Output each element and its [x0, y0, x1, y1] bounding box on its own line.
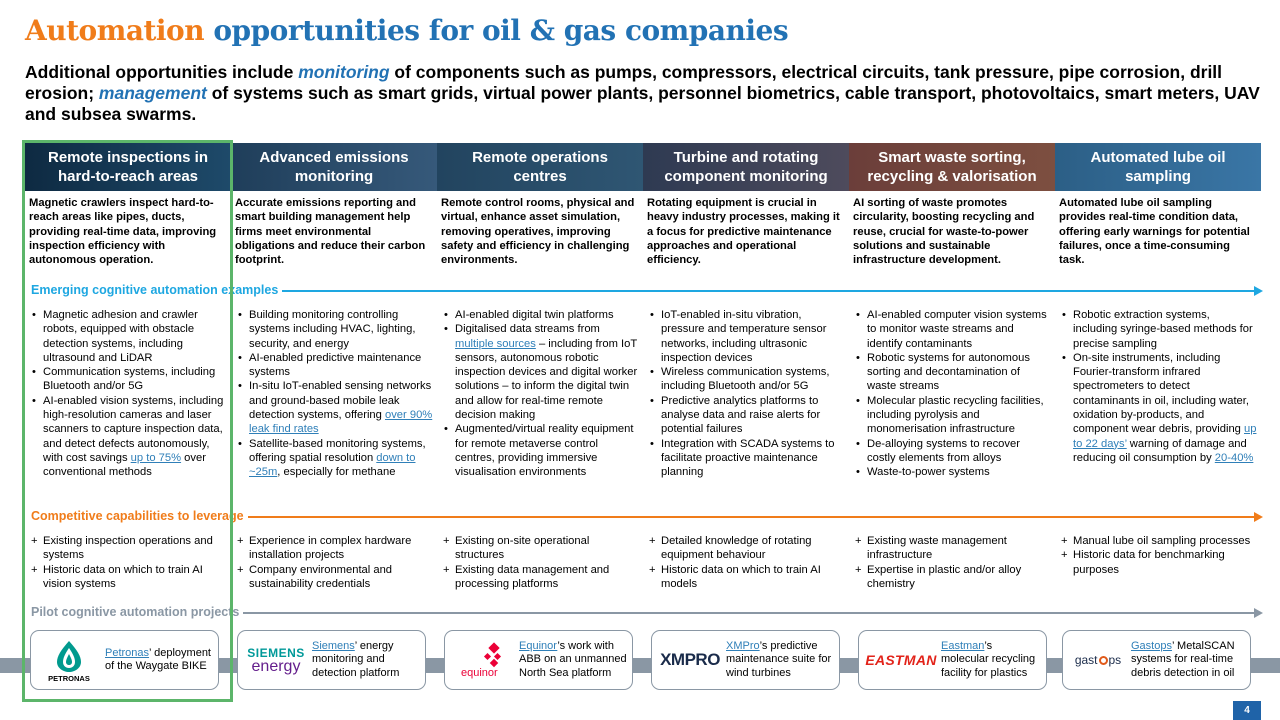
list-item: + Historic data on which to train AI vision systems: [29, 563, 227, 592]
list-item: + Existing waste management infrastructure: [853, 534, 1051, 563]
column-header-remote-inspections: Remote inspections in hard-to-reach areas: [25, 143, 231, 191]
page-number: 4: [1233, 701, 1261, 720]
competitive-column: [643, 534, 849, 591]
list-item: • Robotic systems for autonomous sorting and decontamination of waste streams: [853, 351, 1051, 394]
page-title: Automation opportunities for oil & gas companies: [25, 14, 789, 47]
column-header-turbine-monitoring: Turbine and rotating component monitoring: [643, 143, 849, 191]
pilot-card-text: Equinor’s work with ABB on an unmanned North Sea platform: [519, 639, 627, 679]
pilot-link-gastops[interactable]: Gastops: [1131, 639, 1172, 652]
list-item: • AI-enabled digital twin platforms: [441, 308, 639, 322]
pilot-card-text: Gastops’ MetalSCAN systems for real-time debris detection in oil: [1131, 639, 1235, 679]
svg-text:PETRONAS: PETRONAS: [48, 674, 90, 682]
pilot-link-siemens[interactable]: Siemens: [312, 639, 355, 652]
list-item: • Waste-to-power systems: [853, 465, 1051, 479]
list-item: + Company environmental and sustainability credentials: [235, 563, 433, 592]
pilot-cards: [30, 630, 1280, 690]
column-description: Remote control rooms, physical and virtual, enhance asset simulation, removing operatives, improving safety and efficiency in challenging environments.: [441, 197, 635, 267]
list-item: • AI-enabled predictive maintenance systems: [235, 351, 433, 380]
list-item: + Existing inspection operations and systems: [29, 534, 227, 563]
list-item: • Integration with SCADA systems to facilitate proactive maintenance planning: [647, 437, 845, 480]
list-item: • Digitalised data streams from multiple sources – including from IoT sensors, autonomous robotic inspection devices and digital worker solutions – to inform the digital twin and allow for real-time remote decision making: [441, 322, 639, 422]
emerging-column: [1055, 308, 1261, 480]
column-header-lube-oil-sampling: Automated lube oil sampling: [1055, 143, 1261, 191]
pilot-card-text: Siemens’ energy monitoring and detection platform: [312, 639, 400, 679]
pilot-card-eastman: [858, 630, 1047, 690]
emerging-column: [25, 308, 231, 480]
list-item: • Satellite-based monitoring systems, offering spatial resolution down to ~25m, especially for methane: [235, 437, 433, 480]
list-item: • AI-enabled vision systems, including high-resolution cameras and laser scanners to capture inspection data, and detect defects autonomously, with cost savings up to 75% over conventional methods: [29, 394, 227, 480]
source-link[interactable]: up to 75%: [130, 451, 182, 464]
list-item: + Experience in complex hardware installation projects: [235, 534, 433, 563]
emerging-column: [231, 308, 437, 480]
pilot-card-xmpro: [651, 630, 840, 690]
list-item: • Predictive analytics platforms to analyse data and raise alerts for potential failures: [647, 394, 845, 437]
list-item: • On-site instruments, including Fourier-transform infrared spectrometers to detect contaminants in oil, including water, oxidation by-products, and component wear debris, providing up to 22 days’ warning of damage and reducing oil consumption by 20-40%: [1059, 351, 1257, 465]
pilot-card-text: XMPro’s predictive maintenance suite for wind turbines: [726, 639, 832, 679]
page-subtitle: Additional opportunities include monitoring of components such as pumps, compressors, electrical circuits, tank pressure, pipe corrosion, drill erosion; management of systems such as smart grids, virtual power plants, personnel biometrics, cable transport, photovoltaics, smart meters, UAV and subsea swarms.: [25, 62, 1260, 124]
section-label-competitive: Competitive capabilities to leverage: [31, 509, 248, 523]
source-link[interactable]: 20-40%: [1214, 451, 1254, 464]
list-item: • IoT-enabled in-situ vibration, pressure and temperature sensor networks, including ultrasonic inspection devices: [647, 308, 845, 365]
emerging-column: [849, 308, 1055, 480]
list-item: + Existing data management and processing platforms: [441, 563, 639, 592]
list-item: • Communication systems, including Bluetooth and/or 5G: [29, 365, 227, 394]
pilot-card-text: Petronas’ deployment of the Waygate BIKE: [105, 646, 211, 672]
section-label-pilot: Pilot cognitive automation projects: [31, 605, 243, 619]
list-item: • Building monitoring controlling systems including HVAC, lighting, security, and energy: [235, 308, 433, 351]
list-item: + Manual lube oil sampling processes: [1059, 534, 1257, 548]
emerging-column: [437, 308, 643, 480]
pilot-card-siemens: [237, 630, 426, 690]
list-item: • Molecular plastic recycling facilities, including pyrolysis and monomerisation infrastructure: [853, 394, 1051, 437]
column-description: Accurate emissions reporting and smart building management help firms meet environmental obligations and reduce their carbon footprint.: [235, 197, 426, 267]
competitive-column: [25, 534, 231, 591]
list-item: + Detailed knowledge of rotating equipment behaviour: [647, 534, 845, 563]
emerging-column: [643, 308, 849, 480]
siemens-energy-logo: SIEMENS energy: [247, 646, 305, 675]
column-description: Automated lube oil sampling provides real-time condition data, offering early warnings for potential failures, once a time-consuming task.: [1059, 197, 1250, 267]
eastman-logo: EASTMAN: [865, 652, 937, 668]
equinor-logo: [451, 640, 515, 680]
arrow-right-icon: [1254, 512, 1263, 522]
source-link[interactable]: over 90% leak find rates: [249, 409, 433, 436]
section-label-emerging: Emerging cognitive automation examples: [31, 283, 282, 297]
list-item: • De-alloying systems to recover costly elements from alloys: [853, 437, 1051, 466]
pilot-card-gastops: [1062, 630, 1251, 690]
competitive-column: [437, 534, 643, 591]
column-header-waste-sorting: Smart waste sorting, recycling & valorisation: [849, 143, 1055, 191]
list-item: • Augmented/virtual reality equipment for remote metaverse control centres, providing immersive visualisation environments: [441, 422, 639, 479]
pilot-link-xmpro[interactable]: XMPro: [726, 639, 760, 652]
list-item: • Wireless communication systems, including Bluetooth and/or 5G: [647, 365, 845, 394]
competitive-column: [1055, 534, 1261, 591]
competitive-column: [849, 534, 1055, 591]
column-header-emissions-monitoring: Advanced emissions monitoring: [231, 143, 437, 191]
emerging-row: [25, 308, 1261, 480]
column-description: Magnetic crawlers inspect hard-to-reach areas like pipes, ducts, providing real-time data, improving inspection efficiency with autonomous operation.: [29, 197, 217, 267]
arrow-right-icon: [1254, 286, 1263, 296]
list-item: • AI-enabled computer vision systems to monitor waste streams and identify contaminants: [853, 308, 1051, 351]
descriptions-row: [25, 196, 1261, 267]
equinor-star-icon: [455, 640, 511, 680]
pilot-card-petronas: [30, 630, 219, 690]
gastops-logo: gast ps: [1074, 653, 1122, 667]
list-item: + Historic data for benchmarking purposes: [1059, 548, 1257, 577]
column-header-remote-operations: Remote operations centres: [437, 143, 643, 191]
competitive-row: [25, 534, 1261, 591]
source-link[interactable]: up to 22 days’: [1073, 423, 1257, 450]
list-item: • In-situ IoT-enabled sensing networks and ground-based mobile leak detection systems, offering over 90% leak find rates: [235, 379, 433, 436]
pilot-link-petronas[interactable]: Petronas: [105, 646, 150, 659]
petronas-logo: [37, 638, 101, 682]
xmpro-logo: XMPRO: [660, 650, 720, 669]
gastops-o-icon: [1099, 656, 1108, 665]
list-item: • Magnetic adhesion and crawler robots, equipped with obstacle detection systems, including ultrasound and LiDAR: [29, 308, 227, 365]
pilot-card-text: Eastman’s molecular recycling facility for plastics: [941, 639, 1036, 679]
list-item: • Robotic extraction systems, including syringe-based methods for precise sampling: [1059, 308, 1257, 351]
pilot-link-equinor[interactable]: Equinor: [519, 639, 558, 652]
column-headers: [25, 143, 1261, 191]
petronas-drop-icon: [39, 638, 99, 682]
arrow-right-icon: [1254, 608, 1263, 618]
list-item: + Existing on-site operational structures: [441, 534, 639, 563]
column-description: AI sorting of waste promotes circularity, boosting recycling and reuse, crucial for waste-to-power solutions and sustainable infrastructure development.: [853, 197, 1035, 267]
source-link[interactable]: multiple sources: [455, 337, 536, 350]
source-link[interactable]: down to ~25m: [249, 451, 416, 479]
column-description: Rotating equipment is crucial in heavy industry processes, making it a focus for predictive maintenance approaches and operational efficiency.: [647, 197, 840, 267]
competitive-column: [231, 534, 437, 591]
pilot-card-equinor: [444, 630, 633, 690]
pilot-link-eastman[interactable]: Eastman: [941, 639, 985, 652]
svg-text:equinor: equinor: [461, 667, 498, 679]
list-item: + Expertise in plastic and/or alloy chemistry: [853, 563, 1051, 592]
list-item: + Historic data on which to train AI models: [647, 563, 845, 592]
